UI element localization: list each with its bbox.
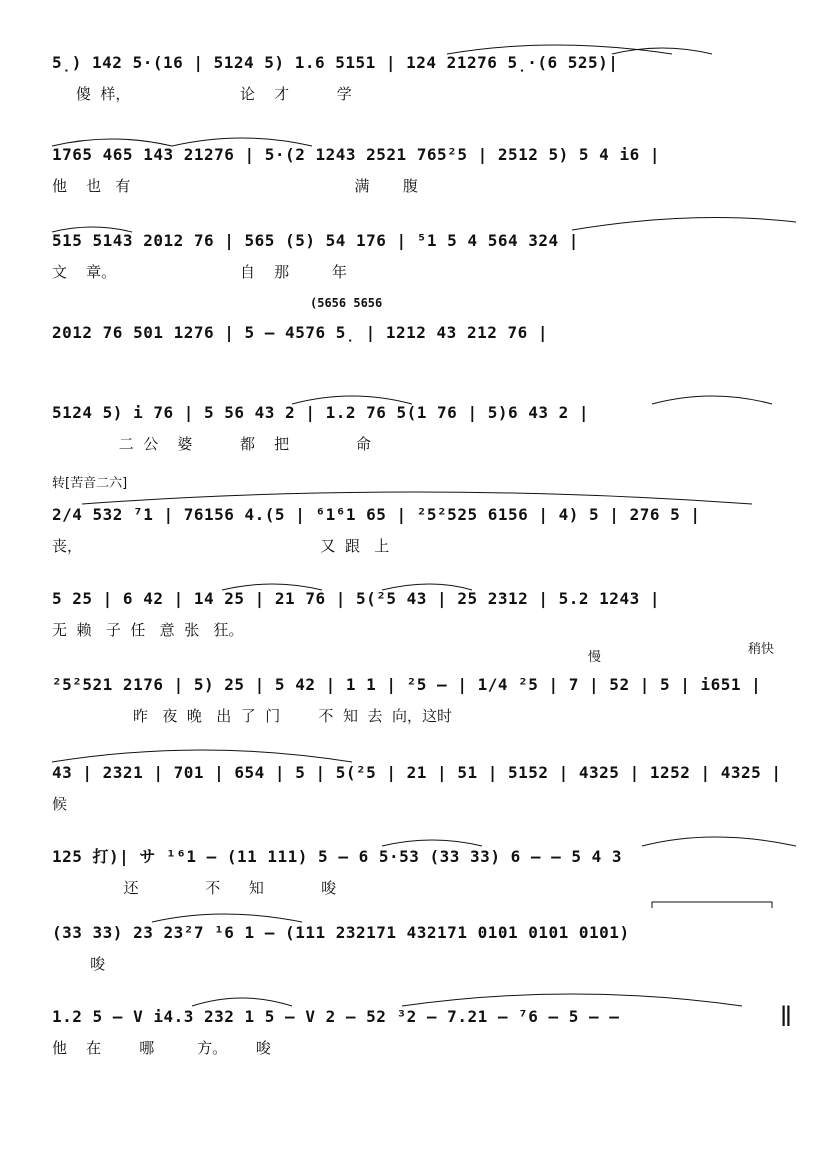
final-barline-icon: ‖ <box>780 1002 793 1026</box>
lyric-line: 他 在 哪 方。 唆 <box>52 1039 271 1057</box>
above-annotation: (5656 5656 <box>310 296 383 310</box>
jianpu-line: 5̣) 142 5·(16 | 5124 5) 1.6 5151 | 124 21276 5̣·(6 525)| <box>52 53 619 72</box>
lyric-line: 候 <box>52 795 68 813</box>
jianpu-line: 2/4 532 ⁷1 | 76156 4.(5 | ⁶1⁶1 65 | ²5²525 6156 | 4) 5 | 276 5 | <box>52 505 701 524</box>
lyric-line: 无 赖 子 任 意 张 狂。 <box>52 621 244 639</box>
jianpu-line: 1.2 5 — V i4.3 232 1 5 — V 2 — 52 ³2 — 7.21 — ⁷6 — 5 — — <box>52 1007 620 1026</box>
key-change-label: 转[苦音二六] <box>52 476 128 491</box>
tempo-mark-slow: 慢 <box>588 650 602 665</box>
lyric-line <box>52 352 796 376</box>
jianpu-line: 125 打)| サ ¹⁶1 — (11 111) 5 — 6 5·53 (33 33) 6 — — 5 4 3 <box>52 847 623 866</box>
lyric-line: 傻 样， 论 才 学 <box>52 85 352 103</box>
lyric-line: 丧， 又 跟 上 <box>52 537 390 555</box>
jianpu-line: ²5²521 2176 | 5) 25 | 5 42 | 1 1 | ²5 — | 1/4 ²5 | 7 | 52 | 5 | i651 | <box>52 675 762 694</box>
jianpu-line: 515 5143 2012 76 | 565 (5) 54 176 | ⁵1 5 4 564 324 | <box>52 231 579 250</box>
lyric-line: 二 公 婆 都 把 命 <box>52 435 371 453</box>
lyric-line: 文 章。 自 那 年 <box>52 263 348 281</box>
lyric-line: 他 也 有 满 腹 <box>52 177 418 195</box>
jianpu-line: (33 33) 23 23²7 ¹6 1 — (111 232171 432171 0101 0101 0101) <box>52 923 630 942</box>
lyric-line: 唆 <box>52 955 106 973</box>
jianpu-line: 5 25 | 6 42 | 14 25 | 21 76 | 5(²5 43 | 25 2312 | 5.2 1243 | <box>52 589 660 608</box>
jianpu-line: 5124 5) i 76 | 5 56 43 2 | 1.2 76 5(1 76 | 5)6 43 2 | <box>52 403 590 422</box>
jianpu-line: 1765 465 143 21276 | 5·(2 1243 2521 765²5 | 2512 5) 5 4 i6 | <box>52 145 660 164</box>
tempo-mark-faster: 稍快 <box>748 642 775 657</box>
lyric-line: 昨 夜 晚 出 了 门 不 知 去 向，这时 <box>52 707 453 725</box>
jianpu-line: 43 | 2321 | 701 | 654 | 5 | 5(²5 | 21 | 51 | 5152 | 4325 | 1252 | 4325 | <box>52 763 782 782</box>
jianpu-line: 2012 76 501 1276 | 5 — 4576 5̣ | 1212 43 212 76 | <box>52 323 549 342</box>
lyric-line: 还 不 知 唆 <box>52 879 337 897</box>
